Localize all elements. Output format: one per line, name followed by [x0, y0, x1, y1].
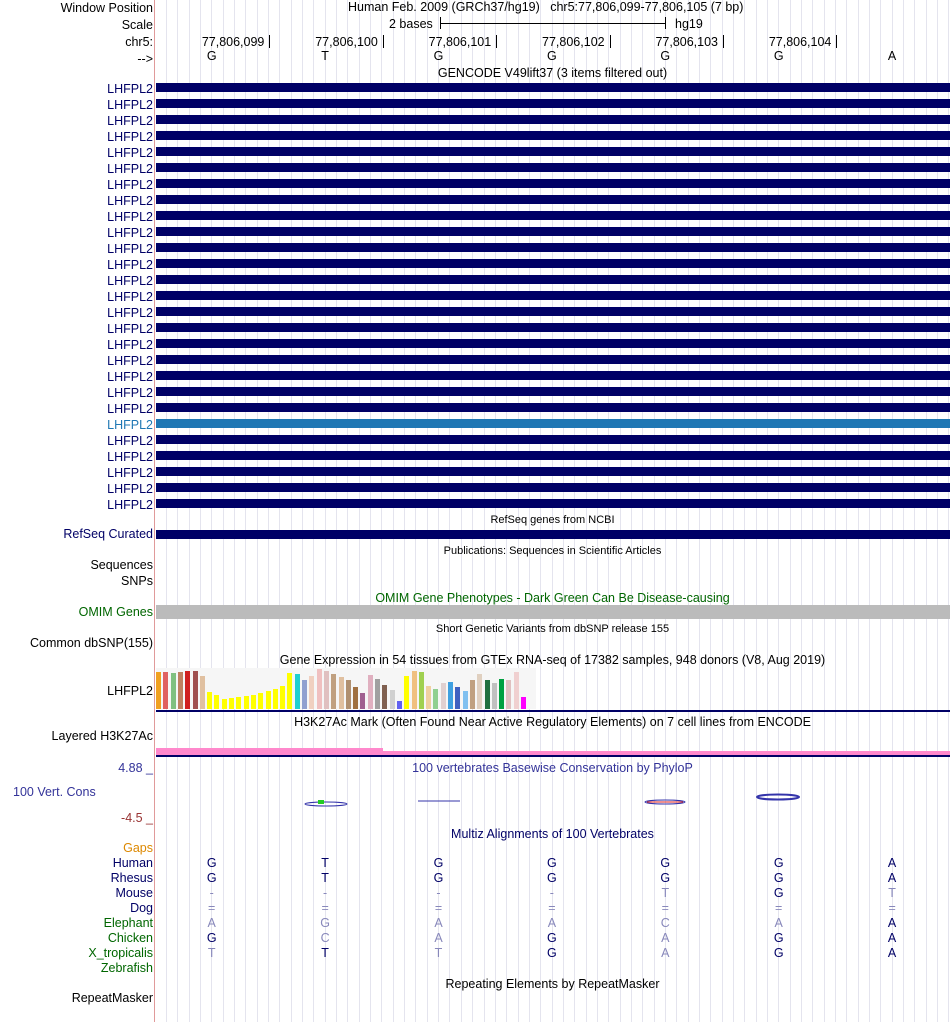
- multiz-base: =: [321, 901, 329, 915]
- multiz-species-label[interactable]: Rhesus: [110, 871, 153, 885]
- gtex-tissue-bar[interactable]: [244, 696, 249, 709]
- multiz-base: T: [661, 886, 670, 900]
- gencode-gene-bar[interactable]: [156, 195, 950, 204]
- ruler-position: 77,806,099: [201, 35, 265, 49]
- gencode-gene-label[interactable]: LHFPL2: [107, 354, 153, 368]
- gencode-gene-bar[interactable]: [156, 451, 950, 460]
- gtex-tissue-bar[interactable]: [258, 693, 263, 709]
- gencode-gene-bar[interactable]: [156, 403, 950, 412]
- gtex-tissue-bar[interactable]: [485, 680, 490, 709]
- multiz-base: G: [547, 946, 557, 960]
- gtex-tissue-bar[interactable]: [193, 671, 198, 709]
- gencode-gene-label[interactable]: LHFPL2: [107, 386, 153, 400]
- multiz-base: A: [207, 916, 216, 930]
- gencode-gene-bar[interactable]: [156, 211, 950, 220]
- multiz-base: G: [547, 871, 557, 885]
- multiz-base: T: [321, 856, 329, 870]
- window-position-label: Window Position: [60, 1, 153, 15]
- multiz-base: =: [548, 901, 556, 915]
- gtex-title: Gene Expression in 54 tissues from GTEx RNA-seq of 17382 samples, 948 donors (V8, Aug 2019): [279, 653, 826, 667]
- multiz-base: A: [547, 916, 557, 930]
- multiz-base: =: [888, 901, 896, 915]
- strand-label: -->: [137, 52, 153, 66]
- multiz-base: -: [323, 886, 328, 900]
- h3k27ac-peak: [156, 748, 383, 755]
- multiz-base: G: [773, 931, 784, 945]
- gtex-tissue-bar[interactable]: [506, 680, 511, 709]
- gtex-tissue-bar[interactable]: [324, 671, 329, 709]
- phylop-graph: [156, 790, 950, 810]
- gtex-tissue-bar[interactable]: [397, 701, 402, 709]
- gtex-tissue-bar[interactable]: [273, 689, 278, 709]
- multiz-base: A: [887, 856, 897, 870]
- ruler-tick: [836, 35, 837, 48]
- omim-title: OMIM Gene Phenotypes - Dark Green Can Be Disease-causing: [375, 591, 730, 605]
- gtex-tissue-bar[interactable]: [185, 671, 190, 709]
- label-separator: [154, 0, 155, 1022]
- gtex-tissue-bar[interactable]: [521, 697, 526, 709]
- gencode-gene-bar[interactable]: [156, 467, 950, 476]
- gtex-tissue-bar[interactable]: [360, 693, 365, 709]
- sequence-base: T: [321, 49, 329, 63]
- gtex-tissue-bar[interactable]: [251, 695, 256, 709]
- gtex-tissue-bar[interactable]: [236, 697, 241, 709]
- gtex-tissue-bar[interactable]: [309, 676, 314, 709]
- gtex-tissue-bar[interactable]: [433, 689, 438, 709]
- ruler-position: 77,806,100: [315, 35, 378, 49]
- phylop-min: -4.5 _: [121, 811, 153, 825]
- sequence-base: G: [433, 49, 444, 63]
- phylop-max: 4.88 _: [118, 761, 153, 775]
- gtex-tissue-bar[interactable]: [463, 691, 468, 709]
- multiz-species-label[interactable]: X_tropicalis: [88, 946, 153, 960]
- gencode-gene-label[interactable]: LHFPL2: [107, 274, 153, 288]
- gtex-tissue-bar[interactable]: [514, 672, 519, 709]
- multiz-base: A: [434, 916, 443, 930]
- multiz-base: A: [887, 916, 897, 930]
- gtex-tissue-bar[interactable]: [280, 686, 285, 709]
- multiz-base: A: [774, 916, 783, 930]
- ruler-tick: [610, 35, 611, 48]
- gtex-tissue-bar[interactable]: [382, 685, 387, 709]
- gtex-tissue-bar[interactable]: [492, 683, 497, 709]
- multiz-base: C: [660, 916, 670, 930]
- gencode-gene-bar[interactable]: [156, 387, 950, 396]
- gencode-gene-bar[interactable]: [156, 307, 950, 316]
- gtex-tissue-bar[interactable]: [331, 674, 336, 709]
- multiz-base: A: [661, 946, 670, 960]
- h3k27ac-baseline: [156, 755, 950, 757]
- scale-bar: [440, 17, 666, 29]
- gencode-gene-label[interactable]: LHFPL2: [107, 178, 153, 192]
- multiz-base: =: [775, 901, 783, 915]
- multiz-base: =: [208, 901, 216, 915]
- gencode-gene-bar[interactable]: [156, 275, 950, 284]
- multiz-base: G: [433, 871, 444, 885]
- scale-label: Scale: [121, 18, 153, 32]
- gtex-tissue-bar[interactable]: [375, 679, 380, 709]
- gencode-gene-bar[interactable]: [156, 163, 950, 172]
- gencode-gene-bar[interactable]: [156, 83, 950, 92]
- gtex-tissue-bar[interactable]: [368, 675, 373, 709]
- refseq-label[interactable]: RefSeq Curated: [63, 527, 153, 541]
- ruler-position: 77,806,102: [542, 35, 605, 49]
- multiz-species-label[interactable]: Zebrafish: [100, 961, 153, 975]
- ruler-position: 77,806,101: [428, 35, 492, 49]
- multiz-base: T: [888, 886, 896, 900]
- gaps-label: Gaps: [123, 841, 153, 855]
- gtex-tissue-bar[interactable]: [426, 686, 431, 709]
- gencode-gene-label[interactable]: LHFPL2: [107, 370, 153, 384]
- gencode-gene-label[interactable]: LHFPL2: [107, 434, 153, 448]
- multiz-species-label[interactable]: Human: [112, 856, 153, 870]
- sequence-base: G: [547, 49, 557, 63]
- gencode-gene-bar[interactable]: [156, 131, 950, 140]
- gencode-gene-label[interactable]: LHFPL2: [107, 338, 153, 352]
- gtex-tissue-bar[interactable]: [171, 673, 176, 709]
- gencode-gene-label[interactable]: LHFPL2: [107, 82, 153, 96]
- dbsnp-label[interactable]: Common dbSNP(155): [30, 636, 153, 650]
- gtex-tissue-bar[interactable]: [222, 699, 227, 709]
- chrom-label: chr5:: [125, 35, 153, 49]
- gtex-tissue-bar[interactable]: [470, 680, 475, 709]
- scale-text: 2 bases: [389, 17, 433, 31]
- multiz-base: A: [661, 931, 670, 945]
- gtex-tissue-bar[interactable]: [404, 676, 409, 709]
- ruler-tick: [269, 35, 270, 48]
- multiz-species-label[interactable]: Mouse: [115, 886, 153, 900]
- assembly-title: [348, 0, 743, 14]
- omim-bar[interactable]: [156, 605, 950, 619]
- gencode-gene-bar[interactable]: [156, 499, 950, 508]
- gencode-gene-bar[interactable]: [156, 99, 950, 108]
- multiz-base: G: [660, 856, 671, 870]
- gtex-tissue-bar[interactable]: [390, 690, 395, 709]
- gtex-tissue-bar[interactable]: [346, 680, 351, 709]
- gencode-gene-label[interactable]: LHFPL2: [107, 242, 153, 256]
- phylop-label[interactable]: 100 Vert. Cons: [13, 785, 96, 799]
- gencode-gene-bar[interactable]: [156, 419, 950, 428]
- gencode-gene-label[interactable]: LHFPL2: [107, 146, 153, 160]
- gencode-gene-bar[interactable]: [156, 243, 950, 252]
- phylop-title: 100 vertebrates Basewise Conservation by PhyloP: [412, 761, 693, 775]
- gencode-gene-label[interactable]: LHFPL2: [107, 162, 153, 176]
- multiz-base: C: [320, 931, 330, 945]
- multiz-base: G: [773, 856, 784, 870]
- gencode-gene-label[interactable]: LHFPL2: [107, 226, 153, 240]
- multiz-base: G: [773, 946, 784, 960]
- gencode-gene-label[interactable]: LHFPL2: [107, 402, 153, 416]
- multiz-base: G: [773, 871, 784, 885]
- gencode-gene-bar[interactable]: [156, 147, 950, 156]
- gencode-gene-bar[interactable]: [156, 339, 950, 348]
- gencode-gene-bar[interactable]: [156, 291, 950, 300]
- db-label: hg19: [675, 17, 703, 31]
- dbsnp-title: Short Genetic Variants from dbSNP release 155: [435, 623, 670, 635]
- sequence-base: G: [206, 49, 217, 63]
- multiz-base: G: [320, 916, 330, 930]
- gtex-tissue-bar[interactable]: [317, 669, 322, 709]
- gtex-tissue-bar[interactable]: [178, 672, 183, 709]
- multiz-base: T: [321, 871, 329, 885]
- sequence-base: G: [773, 49, 784, 63]
- gencode-gene-label[interactable]: LHFPL2: [107, 258, 153, 272]
- gtex-tissue-bar[interactable]: [207, 692, 212, 709]
- refseq-gene-bar[interactable]: [156, 530, 950, 539]
- gencode-gene-label[interactable]: LHFPL2: [107, 450, 153, 464]
- gtex-tissue-bar[interactable]: [156, 672, 161, 709]
- publications-title: Publications: Sequences in Scientific Articles: [443, 545, 662, 557]
- gtex-tissue-bar[interactable]: [441, 683, 446, 709]
- gtex-tissue-bar[interactable]: [499, 679, 504, 709]
- gencode-gene-label[interactable]: LHFPL2: [107, 322, 153, 336]
- gtex-tissue-bar[interactable]: [412, 671, 417, 709]
- multiz-base: G: [433, 856, 444, 870]
- gencode-gene-bar[interactable]: [156, 179, 950, 188]
- gtex-tissue-bar[interactable]: [477, 674, 482, 709]
- multiz-base: T: [321, 946, 329, 960]
- gencode-gene-label[interactable]: LHFPL2: [107, 194, 153, 208]
- gencode-gene-bar[interactable]: [156, 355, 950, 364]
- multiz-base: G: [660, 871, 671, 885]
- gencode-gene-label[interactable]: LHFPL2: [107, 482, 153, 496]
- gencode-gene-bar[interactable]: [156, 115, 950, 124]
- gencode-gene-label[interactable]: LHFPL2: [107, 306, 153, 320]
- multiz-species-label[interactable]: Elephant: [103, 916, 153, 930]
- gencode-gene-label[interactable]: LHFPL2: [107, 418, 153, 432]
- multiz-species-label[interactable]: Chicken: [107, 931, 153, 945]
- ruler-position: 77,806,104: [768, 35, 832, 49]
- gencode-gene-label[interactable]: LHFPL2: [107, 466, 153, 480]
- gencode-gene-label[interactable]: LHFPL2: [107, 130, 153, 144]
- multiz-base: G: [206, 931, 217, 945]
- gencode-gene-label[interactable]: LHFPL2: [107, 98, 153, 112]
- ruler-tick: [383, 35, 384, 48]
- ruler-position: 77,806,103: [655, 35, 718, 49]
- multiz-base: G: [547, 856, 557, 870]
- gtex-tissue-bar[interactable]: [448, 682, 453, 709]
- multiz-base: G: [206, 856, 217, 870]
- gtex-tissue-bar[interactable]: [229, 698, 234, 709]
- h3k27ac-label[interactable]: Layered H3K27Ac: [51, 729, 153, 743]
- gtex-tissue-bar[interactable]: [302, 680, 307, 709]
- gtex-tissue-bar[interactable]: [455, 687, 460, 709]
- gtex-baseline: [156, 710, 950, 712]
- gencode-gene-label[interactable]: LHFPL2: [107, 498, 153, 512]
- multiz-base: A: [887, 946, 897, 960]
- multiz-base: A: [434, 931, 443, 945]
- multiz-base: =: [434, 901, 443, 915]
- gtex-tissue-bar[interactable]: [295, 674, 300, 709]
- h3k27ac-title: H3K27Ac Mark (Often Found Near Active Regulatory Elements) on 7 cell lines from ENCODE: [294, 715, 811, 729]
- gencode-gene-bar[interactable]: [156, 323, 950, 332]
- multiz-base: G: [547, 931, 557, 945]
- gencode-gene-bar[interactable]: [156, 483, 950, 492]
- multiz-base: A: [887, 931, 897, 945]
- gtex-tissue-bar[interactable]: [353, 687, 358, 709]
- gtex-tissue-bar[interactable]: [287, 673, 292, 709]
- multiz-base: -: [436, 886, 441, 900]
- gtex-tissue-bar[interactable]: [163, 672, 168, 709]
- assembly-name: Human Feb. 2009 (GRCh37/hg19): [348, 0, 540, 14]
- gencode-gene-bar[interactable]: [156, 435, 950, 444]
- gtex-tissue-bar[interactable]: [214, 695, 219, 709]
- gencode-gene-bar[interactable]: [156, 259, 950, 268]
- gencode-gene-label[interactable]: LHFPL2: [107, 290, 153, 304]
- gencode-gene-bar[interactable]: [156, 371, 950, 380]
- gtex-label[interactable]: LHFPL2: [107, 684, 153, 698]
- sequences-label[interactable]: Sequences: [90, 558, 153, 572]
- refseq-title: RefSeq genes from NCBI: [490, 514, 615, 526]
- gtex-bar-chart[interactable]: [156, 668, 536, 709]
- omim-label[interactable]: OMIM Genes: [78, 605, 153, 619]
- multiz-base: -: [209, 886, 214, 900]
- gencode-title: GENCODE V49lift37 (3 items filtered out): [437, 66, 668, 80]
- multiz-title: Multiz Alignments of 100 Vertebrates: [451, 827, 654, 841]
- gtex-tissue-bar[interactable]: [419, 672, 424, 709]
- ruler-tick: [496, 35, 497, 48]
- sequence-base: A: [887, 49, 897, 63]
- repeatmasker-title: Repeating Elements by RepeatMasker: [445, 977, 660, 991]
- gtex-tissue-bar[interactable]: [266, 691, 271, 709]
- multiz-base: G: [206, 871, 217, 885]
- snps-label[interactable]: SNPs: [121, 574, 153, 588]
- repeatmasker-label[interactable]: RepeatMasker: [71, 991, 153, 1005]
- ruler-tick: [723, 35, 724, 48]
- multiz-base: A: [887, 871, 897, 885]
- sequence-base: G: [660, 49, 671, 63]
- multiz-base: T: [434, 946, 443, 960]
- gencode-gene-label[interactable]: LHFPL2: [107, 210, 153, 224]
- gencode-gene-label[interactable]: LHFPL2: [107, 114, 153, 128]
- gencode-gene-bar[interactable]: [156, 227, 950, 236]
- gtex-tissue-bar[interactable]: [200, 676, 205, 709]
- multiz-base: T: [207, 946, 216, 960]
- position-text: chr5:77,806,099-77,806,105 (7 bp): [550, 0, 744, 14]
- gtex-tissue-bar[interactable]: [339, 677, 344, 709]
- multiz-species-label[interactable]: Dog: [130, 901, 153, 915]
- multiz-base: G: [773, 886, 784, 900]
- multiz-base: =: [661, 901, 669, 915]
- multiz-base: -: [549, 886, 554, 900]
